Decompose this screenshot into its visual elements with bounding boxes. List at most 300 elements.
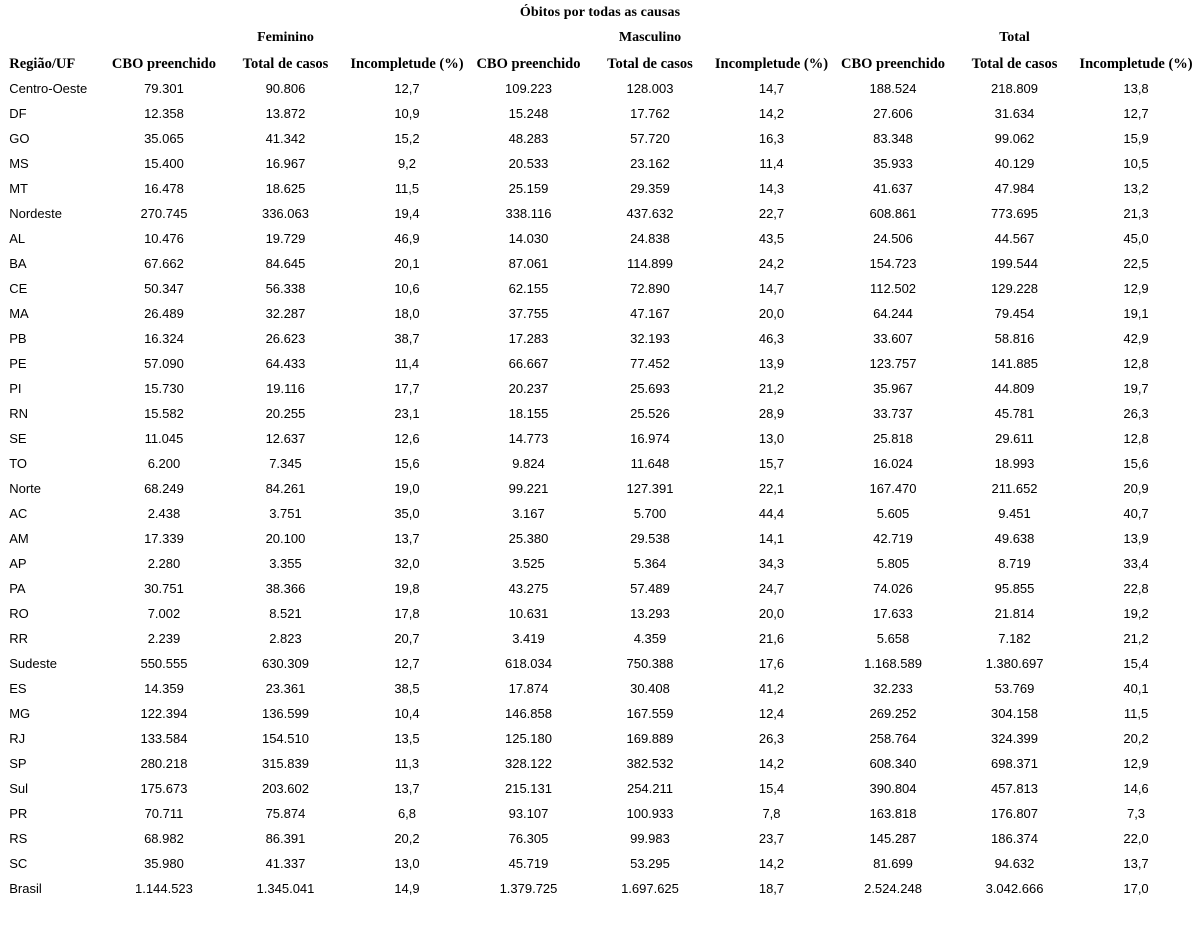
table-cell: 3.751: [269, 506, 302, 521]
table-cell: 81.699: [873, 856, 913, 871]
table-row: [3, 626, 1197, 651]
table-cell: 167.559: [626, 706, 674, 721]
table-cell: 99.062: [994, 131, 1035, 146]
row-label: ES: [9, 681, 27, 696]
row-label: PE: [9, 356, 27, 371]
table-cell: 20,1: [394, 256, 420, 271]
table-cell: 35.980: [144, 856, 184, 871]
table-cell: 12,9: [1123, 756, 1149, 771]
table-cell: 21,2: [1123, 631, 1149, 646]
row-label: AC: [9, 506, 28, 521]
table-cell: 57.720: [630, 131, 670, 146]
table-cell: 215.131: [504, 781, 552, 796]
table-cell: 8.719: [998, 556, 1031, 571]
table-cell: 29.538: [630, 531, 670, 546]
table-cell: 19,2: [1123, 606, 1149, 621]
table-cell: 7.345: [269, 456, 302, 471]
row-label: Sudeste: [9, 656, 57, 671]
table-cell: 13,7: [394, 531, 420, 546]
table-body: [3, 76, 1197, 901]
table-cell: 41,2: [758, 681, 785, 696]
table-cell: 33,4: [1123, 556, 1149, 571]
table-cell: 3.042.666: [985, 881, 1044, 896]
table-cell: 20,2: [394, 831, 420, 846]
table-cell: 269.252: [869, 706, 917, 721]
row-label: Nordeste: [9, 206, 62, 221]
table-cell: 19,7: [1123, 381, 1149, 396]
table-cell: 14.359: [144, 681, 184, 696]
row-label: RO: [9, 606, 29, 621]
table-cell: 203.602: [261, 781, 309, 796]
row-label: RS: [9, 831, 28, 846]
table-cell: 23,7: [758, 831, 785, 846]
table-cell: 20.255: [265, 406, 306, 421]
table-cell: 7.182: [998, 631, 1031, 646]
table-cell: 24,2: [758, 256, 785, 271]
table-cell: 34,3: [758, 556, 785, 571]
table-cell: 11.648: [630, 456, 670, 471]
table-cell: 18.993: [994, 456, 1035, 471]
table-cell: 16.974: [630, 431, 670, 446]
table-cell: 12,6: [394, 431, 420, 446]
table-cell: 72.890: [630, 281, 670, 296]
table-cell: 23.162: [630, 156, 670, 171]
table-cell: 40.129: [994, 156, 1035, 171]
row-label: RR: [9, 631, 28, 646]
table-cell: 10.476: [144, 231, 184, 246]
table-cell: 122.394: [140, 706, 188, 721]
table-cell: 83.348: [873, 131, 913, 146]
table-cell: 141.885: [991, 356, 1039, 371]
row-label: PR: [9, 806, 28, 821]
table-row: [3, 326, 1197, 351]
table-cell: 550.555: [140, 656, 188, 671]
table-cell: 10,5: [1123, 156, 1149, 171]
table-cell: 64.244: [873, 306, 913, 321]
table-cell: 13,0: [758, 431, 785, 446]
group-header-masculino: Masculino: [618, 30, 682, 45]
table-cell: 24.506: [873, 231, 913, 246]
table-row: [3, 351, 1197, 376]
table-cell: 29.359: [630, 181, 670, 196]
row-label: Norte: [9, 481, 42, 496]
table-cell: 19,8: [394, 581, 420, 596]
table-cell: 14,7: [758, 81, 785, 96]
table-cell: 280.218: [140, 756, 188, 771]
table-cell: 10.631: [508, 606, 549, 621]
table-row: [3, 526, 1197, 551]
table-cell: 94.632: [994, 856, 1035, 871]
table-cell: 24,7: [758, 581, 785, 596]
table-cell: 19,4: [394, 206, 420, 221]
table-row: [3, 801, 1197, 826]
table-cell: 3.355: [269, 556, 302, 571]
table-cell: 19.116: [266, 381, 305, 396]
table-cell: 3.525: [512, 556, 545, 571]
table-cell: 22,5: [1123, 256, 1149, 271]
table-cell: 14.773: [508, 431, 549, 446]
table-cell: 773.695: [991, 206, 1039, 221]
group-header-total: Total: [999, 30, 1030, 45]
table-cell: 1.380.697: [985, 656, 1044, 671]
table-cell: 128.003: [626, 81, 674, 96]
table-cell: 47.984: [994, 181, 1035, 196]
column-header-feminino-total: Total de casos: [242, 56, 329, 72]
table-cell: 10,9: [394, 106, 420, 121]
table-cell: 145.287: [869, 831, 917, 846]
table-cell: 79.301: [144, 81, 184, 96]
table-cell: 48.283: [508, 131, 549, 146]
table-cell: 2.524.248: [864, 881, 922, 896]
table-cell: 14,9: [394, 881, 420, 896]
table-cell: 14,2: [758, 106, 785, 121]
table-cell: 5.700: [633, 506, 667, 521]
table-header: [3, 20, 1197, 76]
table-cell: 17.339: [144, 531, 184, 546]
table-cell: 32.233: [873, 681, 913, 696]
table-cell: 12,4: [758, 706, 785, 721]
table-cell: 15,7: [758, 456, 785, 471]
table-cell: 199.544: [991, 256, 1039, 271]
table-cell: 20,2: [1123, 731, 1149, 746]
table-cell: 13,7: [394, 781, 420, 796]
table-cell: 79.454: [994, 306, 1035, 321]
table-cell: 146.858: [504, 706, 552, 721]
table-cell: 37.755: [508, 306, 549, 321]
table-cell: 9.451: [998, 506, 1031, 521]
table-row: [3, 301, 1197, 326]
table-row: [3, 476, 1197, 501]
table-cell: 338.116: [505, 206, 552, 221]
table-cell: 46,9: [394, 231, 420, 246]
table-cell: 21,3: [1123, 206, 1149, 221]
table-cell: 13,9: [758, 356, 785, 371]
table-cell: 13,7: [1123, 856, 1149, 871]
table-cell: 38,5: [394, 681, 420, 696]
table-cell: 20.533: [508, 156, 549, 171]
table-row: [3, 876, 1197, 901]
table-cell: 154.510: [261, 731, 309, 746]
table-cell: 10,6: [394, 281, 420, 296]
table-cell: 30.408: [630, 681, 670, 696]
table-cell: 100.933: [626, 806, 674, 821]
row-label: PA: [9, 581, 26, 596]
table-cell: 32.287: [265, 306, 306, 321]
table-row: [3, 276, 1197, 301]
table-cell: 2.438: [147, 506, 181, 521]
table-cell: 57.489: [630, 581, 670, 596]
table-cell: 136.599: [261, 706, 309, 721]
table-row: [3, 551, 1197, 576]
column-header-total-total: Total de casos: [971, 56, 1058, 72]
row-label: PB: [9, 331, 27, 346]
table-cell: 14,6: [1123, 781, 1149, 796]
table-cell: 218.809: [991, 81, 1039, 96]
table-cell: 20,0: [758, 306, 785, 321]
table-cell: 608.340: [869, 756, 917, 771]
table-cell: 8.521: [269, 606, 302, 621]
row-label: RJ: [9, 731, 26, 746]
table-cell: 24.838: [630, 231, 670, 246]
table-cell: 15,6: [394, 456, 420, 471]
table-cell: 64.433: [265, 356, 306, 371]
table-cell: 1.697.625: [621, 881, 679, 896]
table-row: [3, 726, 1197, 751]
table-cell: 17.633: [873, 606, 913, 621]
table-cell: 15,2: [394, 131, 420, 146]
table-cell: 15,6: [1123, 456, 1149, 471]
table-cell: 22,1: [758, 481, 785, 496]
table-cell: 457.813: [991, 781, 1039, 796]
table-cell: 23,1: [394, 406, 420, 421]
table-cell: 12,8: [1123, 431, 1149, 446]
table-cell: 32,0: [394, 556, 420, 571]
table-cell: 9,2: [397, 156, 417, 171]
table-cell: 211.652: [991, 481, 1038, 496]
table-cell: 16.967: [265, 156, 306, 171]
table-cell: 58.816: [994, 331, 1035, 346]
table-cell: 17,7: [394, 381, 420, 396]
table-cell: 17.283: [508, 331, 549, 346]
table-cell: 18,0: [394, 306, 420, 321]
table-cell: 608.861: [869, 206, 917, 221]
table-cell: 13,0: [394, 856, 420, 871]
table-cell: 38.366: [265, 581, 306, 596]
row-label: AM: [9, 531, 29, 546]
table-cell: 50.347: [144, 281, 184, 296]
table-cell: 12,9: [1123, 281, 1149, 296]
table-cell: 176.807: [991, 806, 1039, 821]
table-row: [3, 751, 1197, 776]
table-cell: 11,5: [394, 181, 420, 196]
table-cell: 42.719: [873, 531, 913, 546]
table-row: [3, 651, 1197, 676]
table-row: [3, 776, 1197, 801]
table-cell: 10,4: [394, 706, 420, 721]
table-cell: 15.400: [144, 156, 184, 171]
table-cell: 19,0: [394, 481, 420, 496]
table-cell: 84.261: [265, 481, 306, 496]
table-cell: 163.818: [869, 806, 917, 821]
table-cell: 16.478: [144, 181, 184, 196]
table-cell: 46,3: [758, 331, 785, 346]
table-cell: 26.489: [144, 306, 184, 321]
table-cell: 175.673: [140, 781, 188, 796]
table-cell: 84.645: [265, 256, 306, 271]
table-cell: 57.090: [144, 356, 184, 371]
table-cell: 45,0: [1123, 231, 1149, 246]
table-cell: 258.764: [869, 731, 917, 746]
table-cell: 15.582: [144, 406, 184, 421]
table-cell: 188.524: [869, 81, 917, 96]
table-cell: 29.611: [995, 431, 1034, 446]
table-row: [3, 126, 1197, 151]
table-cell: 9.824: [512, 456, 545, 471]
table-row: [3, 826, 1197, 851]
table-cell: 20.100: [265, 531, 306, 546]
table-cell: 750.388: [626, 656, 674, 671]
row-label: Centro-Oeste: [9, 81, 88, 96]
table-cell: 99.983: [630, 831, 670, 846]
table-cell: 14,1: [758, 531, 785, 546]
table-cell: 270.745: [140, 206, 188, 221]
row-label: BA: [9, 256, 27, 271]
table-cell: 40,7: [1123, 506, 1149, 521]
table-cell: 75.874: [265, 806, 306, 821]
table-cell: 13,5: [394, 731, 420, 746]
table-cell: 18,7: [758, 881, 785, 896]
table-row: [3, 151, 1197, 176]
table-cell: 53.295: [630, 856, 670, 871]
table-cell: 41.342: [265, 131, 306, 146]
table-cell: 169.889: [626, 731, 674, 746]
table-cell: 13,8: [1123, 81, 1149, 96]
table-cell: 25.380: [508, 531, 549, 546]
table-cell: 382.532: [626, 756, 674, 771]
table-cell: 44,4: [758, 506, 785, 521]
table-cell: 15.248: [508, 106, 549, 121]
table-cell: 109.223: [504, 81, 552, 96]
table-row: [3, 576, 1197, 601]
table-cell: 7,3: [1126, 806, 1146, 821]
table-cell: 13.872: [265, 106, 306, 121]
column-header-row: [3, 49, 1197, 76]
table-cell: 27.606: [873, 106, 913, 121]
table-cell: 20,7: [394, 631, 420, 646]
table-cell: 12,8: [1123, 356, 1149, 371]
table-cell: 12,7: [1123, 106, 1149, 121]
table-row: [3, 176, 1197, 201]
table-row: [3, 376, 1197, 401]
table-cell: 43,5: [758, 231, 785, 246]
table-cell: 19.729: [265, 231, 306, 246]
table-cell: 4.359: [633, 631, 667, 646]
table-cell: 14,3: [758, 181, 785, 196]
table-cell: 16.024: [873, 456, 913, 471]
table-row: [3, 451, 1197, 476]
table-cell: 56.338: [265, 281, 306, 296]
table-cell: 154.723: [869, 256, 917, 271]
table-cell: 5.364: [633, 556, 667, 571]
table-row: [3, 101, 1197, 126]
table-cell: 15,9: [1123, 131, 1149, 146]
table-cell: 11,3: [394, 756, 420, 771]
table-cell: 28,9: [758, 406, 785, 421]
table-cell: 17,0: [1123, 881, 1149, 896]
table-cell: 66.667: [508, 356, 549, 371]
table-cell: 123.757: [869, 356, 917, 371]
table-cell: 304.158: [991, 706, 1039, 721]
table-row: [3, 401, 1197, 426]
table-cell: 7.002: [147, 606, 181, 621]
table-cell: 43.275: [508, 581, 549, 596]
table-cell: 14.030: [508, 231, 549, 246]
table-cell: 74.026: [873, 581, 913, 596]
table-row: [3, 251, 1197, 276]
table-cell: 35,0: [394, 506, 420, 521]
table-cell: 44.809: [994, 381, 1035, 396]
table-cell: 21.814: [994, 606, 1035, 621]
table-row: [3, 201, 1197, 226]
table-cell: 95.855: [994, 581, 1035, 596]
row-label: SP: [9, 756, 27, 771]
table-cell: 68.982: [144, 831, 184, 846]
table-cell: 40,1: [1123, 681, 1149, 696]
table-cell: 21,2: [758, 381, 785, 396]
table-cell: 5.658: [876, 631, 910, 646]
table-cell: 31.634: [994, 106, 1035, 121]
table-cell: 11,4: [759, 156, 784, 171]
table-cell: 38,7: [394, 331, 420, 346]
table-cell: 35.967: [873, 381, 913, 396]
column-header-feminino-cbo: CBO preenchido: [111, 56, 216, 72]
row-label: MT: [9, 181, 28, 196]
table-cell: 14,7: [758, 281, 785, 296]
table-cell: 26.623: [265, 331, 306, 346]
table-cell: 6.200: [147, 456, 181, 471]
column-header-masculino-cbo: CBO preenchido: [476, 56, 581, 72]
table-cell: 2.823: [269, 631, 302, 646]
table-cell: 16.324: [144, 331, 184, 346]
table-cell: 13,9: [1123, 531, 1149, 546]
table-row: [3, 226, 1197, 251]
table-row: [3, 851, 1197, 876]
table-cell: 53.769: [994, 681, 1035, 696]
table-cell: 45.719: [508, 856, 549, 871]
row-label: TO: [9, 456, 28, 471]
group-header-row: [3, 20, 1197, 49]
table-cell: 25.526: [630, 406, 670, 421]
table-cell: 2.239: [147, 631, 181, 646]
table-cell: 41.637: [873, 181, 913, 196]
table-cell: 30.751: [144, 581, 184, 596]
table-cell: 23.361: [265, 681, 306, 696]
table-cell: 11,4: [394, 356, 420, 371]
row-label: RN: [9, 406, 28, 421]
table-cell: 3.167: [512, 506, 545, 521]
group-header-blank: [3, 20, 103, 49]
table-cell: 12.358: [144, 106, 184, 121]
table-cell: 17,8: [394, 606, 420, 621]
table-cell: 698.371: [991, 756, 1039, 771]
table-row: [3, 676, 1197, 701]
table-cell: 67.662: [144, 256, 184, 271]
table-cell: 5.605: [876, 506, 910, 521]
table-cell: 12,7: [394, 81, 420, 96]
row-label: CE: [9, 281, 28, 296]
table-cell: 15.730: [144, 381, 184, 396]
table-cell: 125.180: [504, 731, 552, 746]
table-cell: 90.806: [265, 81, 306, 96]
table-cell: 336.063: [261, 206, 309, 221]
table-cell: 112.502: [870, 281, 917, 296]
table-cell: 87.061: [508, 256, 549, 271]
column-header-regiao-uf: Região/UF: [9, 56, 76, 72]
table-cell: 13,2: [1123, 181, 1149, 196]
table-cell: 49.638: [994, 531, 1035, 546]
table-cell: 17,6: [758, 656, 785, 671]
table-cell: 324.399: [991, 731, 1039, 746]
column-header-total-cbo: CBO preenchido: [840, 56, 946, 72]
row-label: PI: [9, 381, 22, 396]
table-cell: 16,3: [758, 131, 785, 146]
table-cell: 47.167: [630, 306, 670, 321]
table-cell: 20,9: [1123, 481, 1149, 496]
table-cell: 3.419: [512, 631, 545, 646]
row-label: Sul: [9, 781, 29, 796]
table-cell: 22,0: [1123, 831, 1149, 846]
table-cell: 12.637: [265, 431, 306, 446]
